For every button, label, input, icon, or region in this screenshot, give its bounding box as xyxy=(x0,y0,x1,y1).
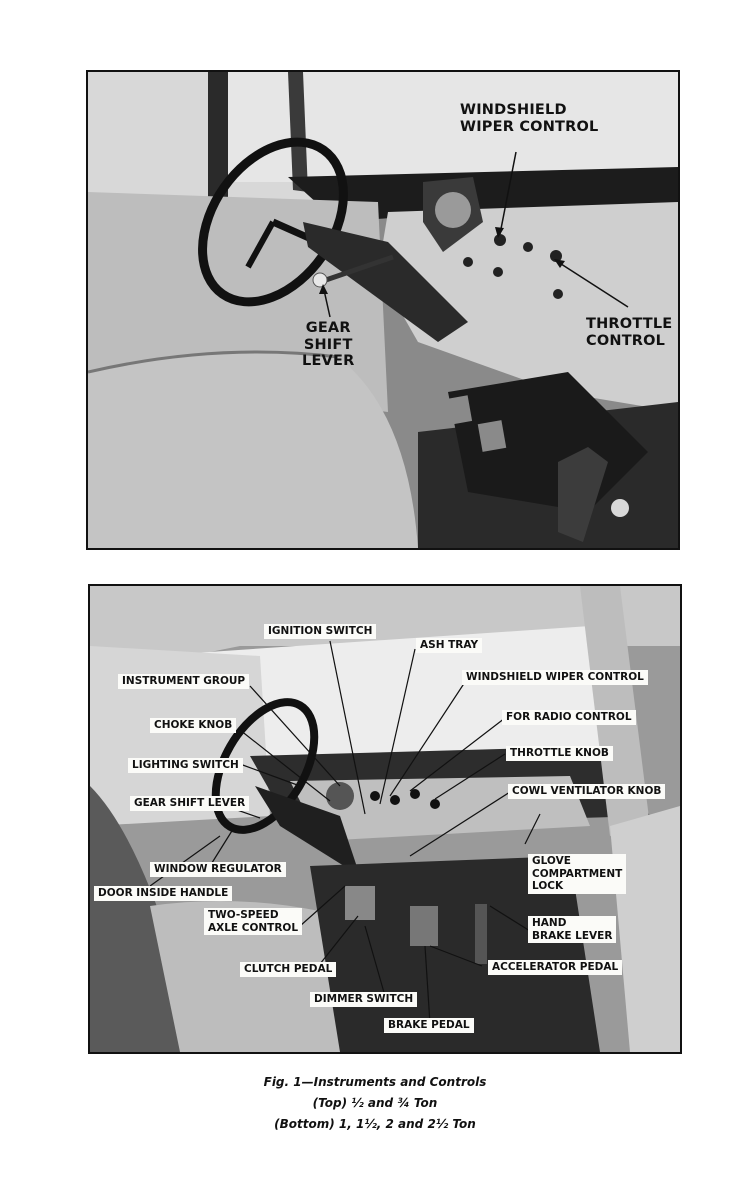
label-window-regulator: WINDOW REGULATOR xyxy=(150,862,286,877)
label-throttle-knob: THROTTLE KNOB xyxy=(506,746,613,761)
caption-title: Fig. 1—Instruments and Controls xyxy=(263,1075,487,1089)
bottom-cab-illustration xyxy=(90,586,680,1052)
top-cab-photo xyxy=(86,70,680,550)
label-door-inside-handle: DOOR INSIDE HANDLE xyxy=(94,886,232,901)
bottom-cab-photo xyxy=(88,584,682,1054)
label-gear-shift-lever: GEAR SHIFT LEVER xyxy=(302,320,355,370)
label-choke-knob: CHOKE KNOB xyxy=(150,718,236,733)
label-lighting-switch: LIGHTING SWITCH xyxy=(128,758,243,773)
label-glove-compartment-lock: GLOVE COMPARTMENT LOCK xyxy=(528,854,626,894)
label-two-speed-axle-control: TWO-SPEED AXLE CONTROL xyxy=(204,908,302,935)
label-for-radio-control: FOR RADIO CONTROL xyxy=(502,710,636,725)
label-windshield-wiper-control: WINDSHIELD WIPER CONTROL xyxy=(460,102,599,135)
label-windshield-wiper-control-bottom: WINDSHIELD WIPER CONTROL xyxy=(462,670,648,685)
label-gear-shift-lever-bottom: GEAR SHIFT LEVER xyxy=(130,796,249,811)
caption-top-line: (Top) ½ and ¾ Ton xyxy=(312,1096,438,1110)
label-instrument-group: INSTRUMENT GROUP xyxy=(118,674,249,689)
label-ash-tray: ASH TRAY xyxy=(416,638,482,653)
label-clutch-pedal: CLUTCH PEDAL xyxy=(240,962,336,977)
top-cab-illustration xyxy=(88,72,678,548)
caption-bottom-line: (Bottom) 1, 1½, 2 and 2½ Ton xyxy=(274,1117,476,1131)
label-throttle-control: THROTTLE CONTROL xyxy=(586,316,673,349)
label-cowl-ventilator-knob: COWL VENTILATOR KNOB xyxy=(508,784,665,799)
label-hand-brake-lever: HAND BRAKE LEVER xyxy=(528,916,616,943)
label-ignition-switch: IGNITION SWITCH xyxy=(264,624,376,639)
label-brake-pedal: BRAKE PEDAL xyxy=(384,1018,474,1033)
label-dimmer-switch: DIMMER SWITCH xyxy=(310,992,417,1007)
label-accelerator-pedal: ACCELERATOR PEDAL xyxy=(488,960,622,975)
